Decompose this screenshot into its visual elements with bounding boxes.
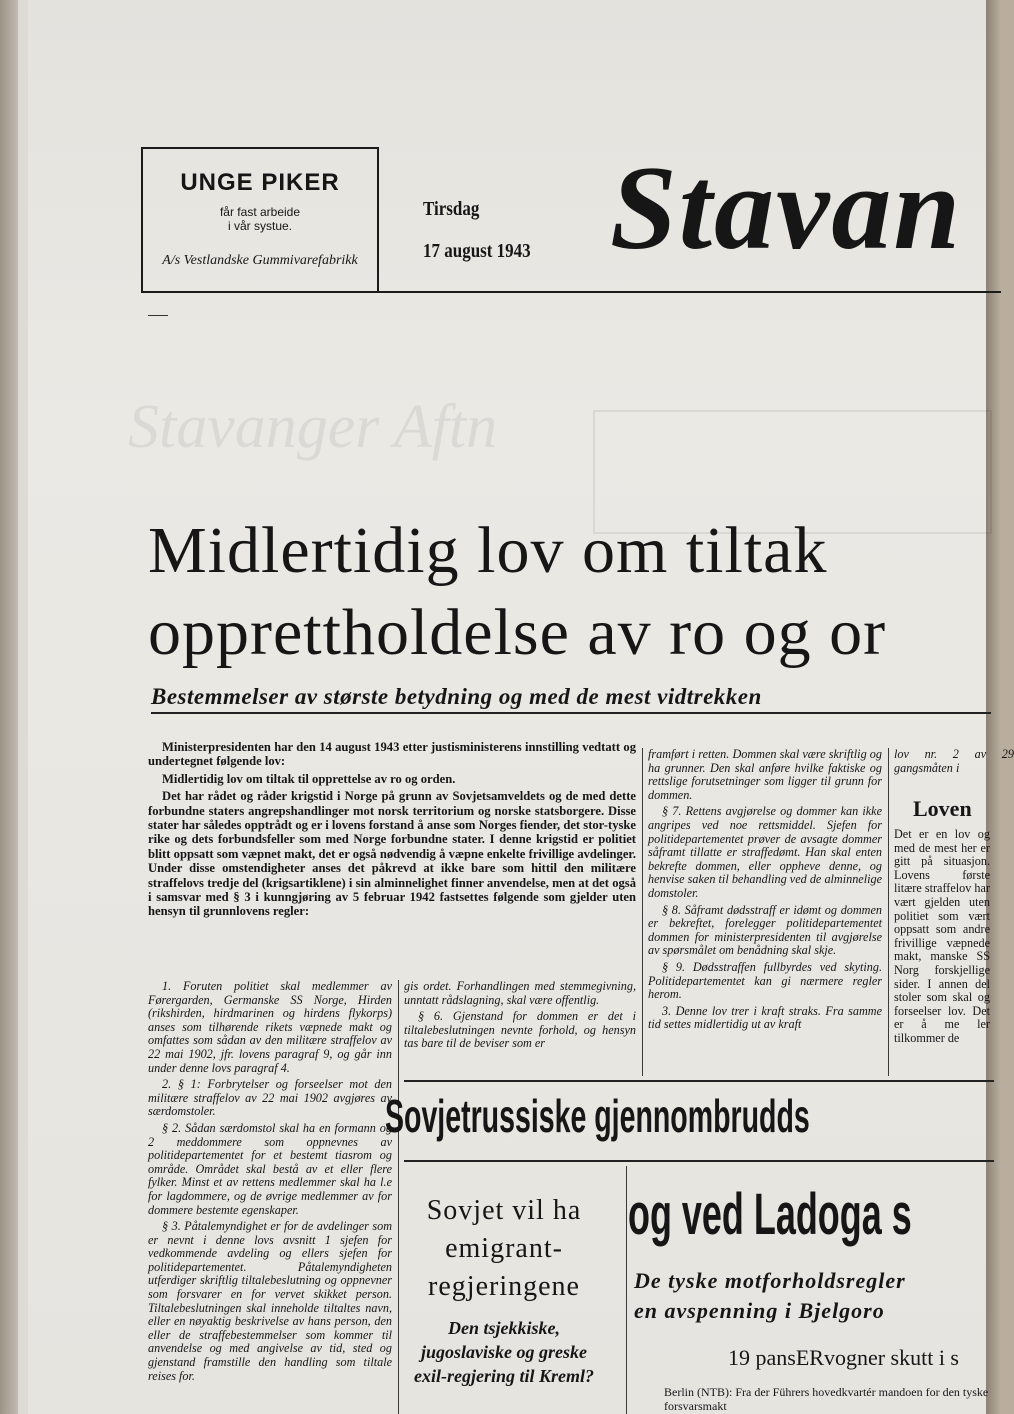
scan-background-right [986, 0, 1000, 1414]
newspaper-page [28, 0, 1014, 1414]
side-story-sub-2: jugoslaviske og greske [421, 1342, 587, 1362]
col2-para-1: gis ordet. Forhandlingen med stemmegivning, unntatt rådslagning, skal være offentlig. [404, 979, 636, 1007]
col3-para-5: 3. Denne lov trer i kraft straks. Fra samme tid settes midlertidig ut av kraft [648, 1003, 882, 1032]
col3-para-3: § 8. Såframt dødsstraff er idømt og dommen er bekreftet, forelegger politidepartementet dommen for ministerpresidenten til avgjørelse av spørsmålet om benådning skal skje. [648, 902, 882, 958]
kicker-underline [151, 712, 991, 714]
article-lead-block [148, 740, 636, 976]
side-story-box [388, 1192, 620, 1388]
side-story-sub-1: Den tsjekkiske, [448, 1318, 560, 1338]
dateline-paragraph: Berlin (NTB): Fra der Führers hovedkvartér mandoen for den tyske forsvarsmakt [664, 1385, 989, 1413]
second-story-subhead [634, 1266, 906, 1326]
section-2-para-2: § 2. Sådan særdomstol skal ha en formann og 2 meddommere som oppnevnes av politidepartementet for et bestemt tiasrom og område. Området skal bestå av et eller flere fylker. Minst et av rettens medlemmer skal ha l.e for lagdommere, og de øvrige medlemmer av for dommere bestemte egenskaper. [148, 1120, 392, 1217]
subhead-line-1: De tyske motforholdsregler [634, 1268, 906, 1293]
section-2-para-3: § 3. Påtalemyndighet er for de avdelinger som er nevnt i denne lovs avsnitt 1 sjefen for vedkommende avdeling og ellers sjefen for politidepartementet. Påtalemyndigheten utferdiger skriftlig tiltalebeslutning og oppnevner som forsvarer en for vervet skikket person. Tiltalebeslutningen skal inneholde tiltaltes navn, eller en nøyaktig beskrivelse av hans person, den eller de straffebestemmelser som kommer til anvendelse og med angivelse av tid, sted og gjenstand framstille den handling som tiltale reises for. [148, 1219, 392, 1383]
ad-line-2: i vår systue. [227, 219, 293, 233]
masthead-rule [141, 291, 1001, 293]
side-story-subtitle [388, 1316, 620, 1388]
col4-text: Det er en lov og med de mest her er gitt på situasjon. Lovens første litære straffelov har vært gjelden uten politiet som vært oppsatt som andre frivillige væpnede makt, manske SS Norg forskjellige sider. I annen del stoler som skal og forseelser lov. Det er å me ler tilkommer de [894, 827, 990, 1045]
dash-mark [148, 315, 168, 316]
ad-signature: A/s Vestlandske Gummivarefabrikk [162, 253, 358, 268]
side-story-title-1: Sovjet vil ha [426, 1195, 582, 1226]
article-column-3 [648, 748, 882, 1076]
col3-para-4: § 9. Dødsstraffen fullbyrdes ved skyting. Politidepartementet kan gi nærmere regler herom. [648, 959, 882, 1002]
column-divider [642, 748, 643, 1076]
second-story-headline-2: og ved Ladoga s [628, 1182, 912, 1247]
section-2: 2. § 1: Forbrytelser og forseelser mot den militære straffelov av 22 mai 1902 avgjøres av særdomstoler. [148, 1077, 392, 1119]
side-story-title-2: emigrant- [445, 1233, 563, 1264]
classified-ad-box [141, 147, 379, 293]
headline-line-1: Midlertidig lov om tiltak [148, 514, 828, 587]
col2-para-2: § 6. Gjenstand for dommen er det i tiltalebeslutningen nevnte forhold, og hensyn tas bare til de beviser som er [404, 1009, 636, 1051]
side-story-sub-3: exil-regjering til Kreml? [414, 1366, 594, 1386]
second-story-headline: Sovjetrussiske gjennombrudds [385, 1090, 810, 1142]
ad-line-1: får fast arbeide [219, 205, 301, 219]
article-intro: Midlertidig lov om tiltak til opprettelse av ro og orden. [162, 771, 456, 786]
col3-para-1: framført i retten. Dommen skal være skriftlig og ha grunner. Den skal anføre hvilke faktiske og rettslige forutsetninger som ligger til grunn for dommen. [648, 747, 882, 802]
bleed-through-text: Stavanger Aftn [128, 393, 498, 461]
col4-top: lov nr. 2 av 29 gangsmåten i [894, 747, 1014, 775]
tanks-subhead: 19 pansERvogner skutt i s [728, 1345, 959, 1370]
newspaper-nameplate: Stavan [610, 141, 963, 274]
article-column-2 [404, 980, 636, 1072]
subhead-line-2: en avspenning i Bjelgoro [634, 1298, 885, 1323]
col4-subheading: Loven [913, 796, 972, 821]
story-separator [404, 1080, 994, 1082]
column-divider [626, 1166, 627, 1414]
column-divider [888, 748, 889, 1076]
article-preamble: Det har rådet og råder krigstid i Norge på grunn av Sovjetsamveldets og de med dette forbundne staters angrepshandlinger mot norsk territorium og norske statsborgere. Disse stater har således opptrådt og er i lovens forstand å anse som Norges fiender, det stor-tyske rike og dets forbundsfeller som med Norge forbundne stater. I denne krigstid er politiet blitt oppsatt som væpnet makt, det er også nødvendig å væpne enkelte frivillige avdelinger. Under disse omstendigheter anses det påkrevd at ikke bare som hittil den militære straffelovs tredje del (krigsartiklene) i sin alminnelighet finner anvendelse, men at det også i samsvar med § 3 i kunngjøring av 5 februar 1942 fastsettes følgende som gjelder uten hensyn til grunnlovens regler: [148, 789, 636, 919]
side-story-title-3: regjeringene [428, 1271, 580, 1302]
headline-underline [404, 1160, 994, 1162]
issue-weekday: Tirsdag [423, 198, 480, 220]
article-column-1 [148, 980, 392, 1414]
ad-title: UNGE PIKER [180, 169, 340, 196]
issue-date: 17 august 1943 [423, 240, 531, 262]
col3-para-2: § 7. Rettens avgjørelse og dommer kan ikke angripes ved noe rettsmiddel. Sjefen for politidepartementet prøver de avsagte dommer såframt tillatte er straffedømt. Han skal enten bekrefte dommen, eller oppheve denne, og henvise saken til behandling ved de alminnelige domstoler. [648, 804, 882, 900]
section-1: 1. Foruten politiet skal medlemmer av Førergarden, Germanske SS Norge, Hirden (rikshirden, hirdmarinen og hirdens flykorps) anses som tilhørende rikets væpnede makt og omfattes som sådan av den militære straffelov av 22 mai 1902, jfr. lovens paragraf 9, og går inn under denne lovs paragraf 4. [148, 979, 392, 1075]
headline-kicker: Bestemmelser av største betydning og med de mest vidtrekken [151, 684, 762, 709]
headline-line-2: opprettholdelse av ro og or [148, 596, 887, 669]
article-lead: Ministerpresidenten har den 14 august 1943 etter justisministerens innstilling vedtatt og undertegnet følgende lov: [148, 740, 636, 769]
